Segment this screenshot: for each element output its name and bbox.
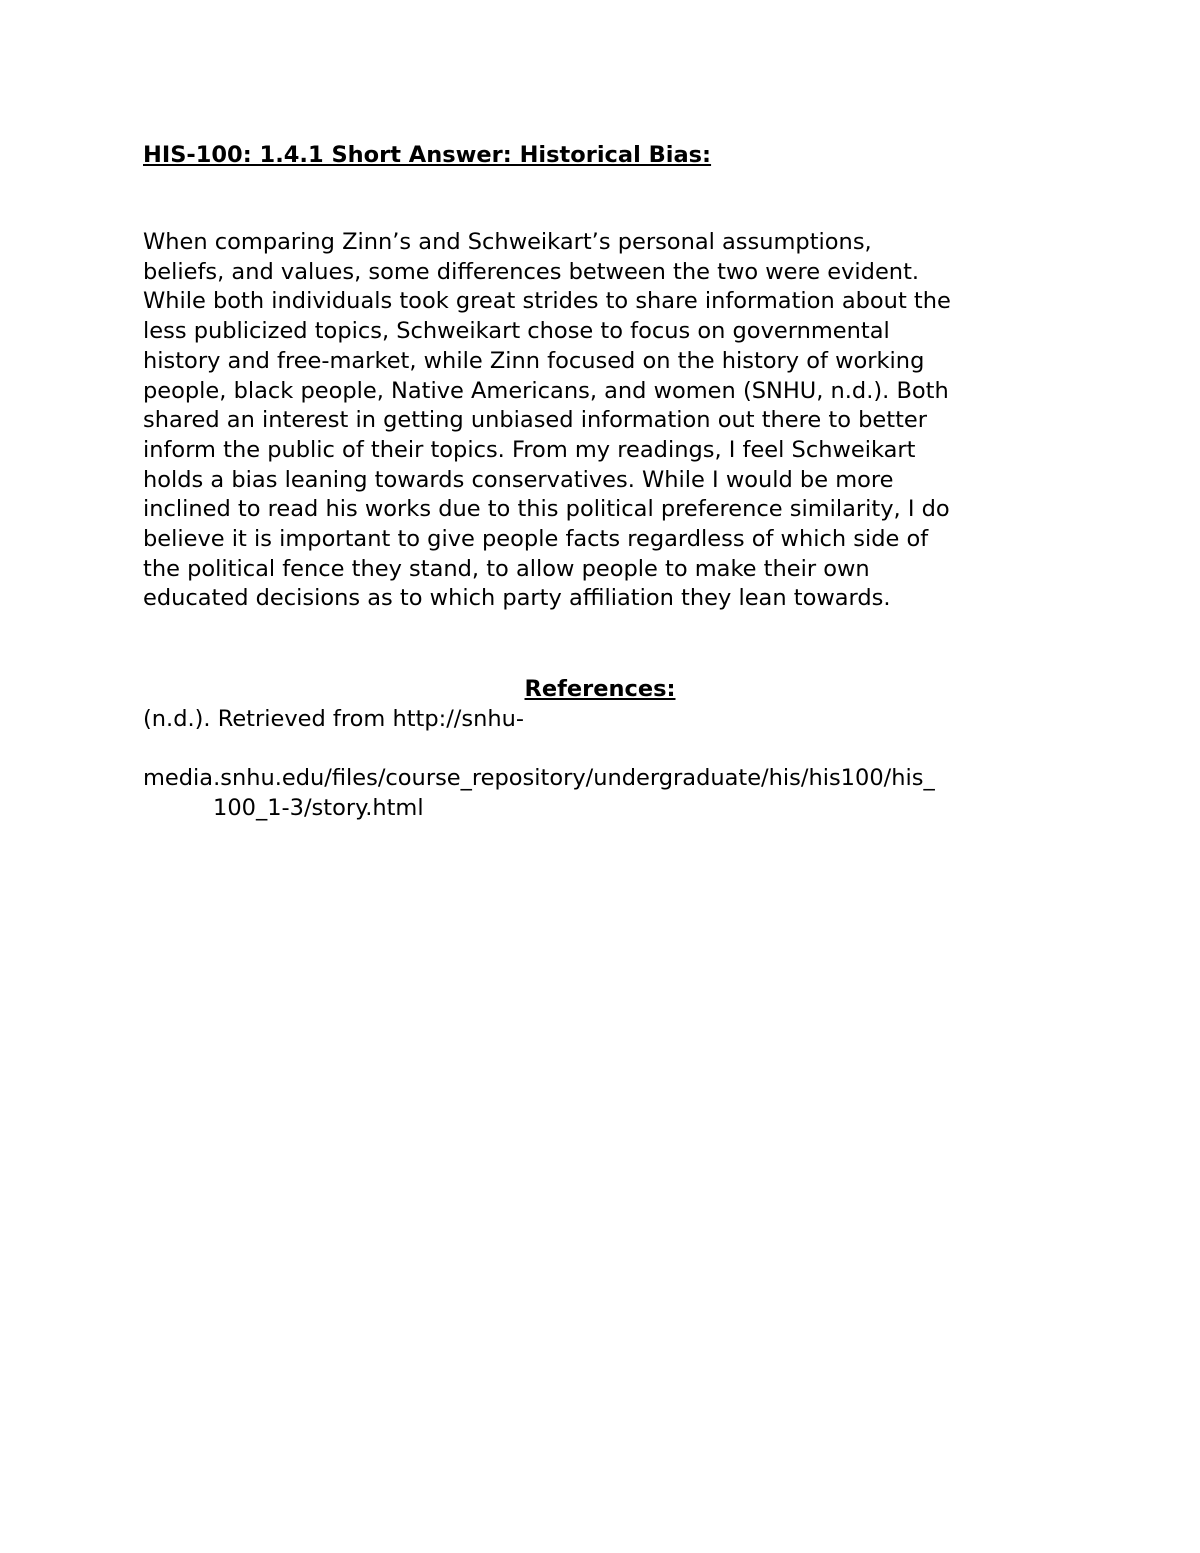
body-line: shared an interest in getting unbiased information out there to better (143, 407, 927, 434)
body-line: educated decisions as to which party affiliation they lean towards. (143, 585, 891, 612)
document-title: HIS-100: 1.4.1 Short Answer: Historical Bias: (143, 142, 712, 168)
reference-url-line: media.snhu.edu/files/course_repository/undergraduate/his/his100/his_ (143, 765, 935, 791)
body-line: holds a bias leaning towards conservatives. While I would be more (143, 466, 894, 493)
body-line: less publicized topics, Schweikart chose to focus on governmental (143, 318, 890, 345)
body-line: When comparing Zinn’s and Schweikart’s personal assumptions, (143, 229, 872, 255)
reference-line: (n.d.). Retrieved from http://snhu- (143, 706, 524, 732)
references-heading: References: (524, 676, 676, 702)
body-line: inform the public of their topics. From my readings, I feel Schweikart (143, 436, 916, 463)
body-line: history and free-market, while Zinn focused on the history of working (143, 347, 925, 374)
body-line: beliefs, and values, some differences between the two were evident. (143, 258, 920, 285)
body-line: people, black people, Native Americans, and women (SNHU, n.d.). Both (143, 377, 949, 404)
reference-url-continuation: 100_1-3/story.html (213, 795, 424, 821)
body-line: While both individuals took great strides to share information about the (143, 288, 951, 315)
body-line: the political fence they stand, to allow people to make their own (143, 555, 870, 582)
body-paragraph (143, 228, 1068, 614)
body-line: inclined to read his works due to this political preference similarity, I do (143, 496, 950, 523)
body-line: believe it is important to give people facts regardless of which side of (143, 526, 929, 553)
